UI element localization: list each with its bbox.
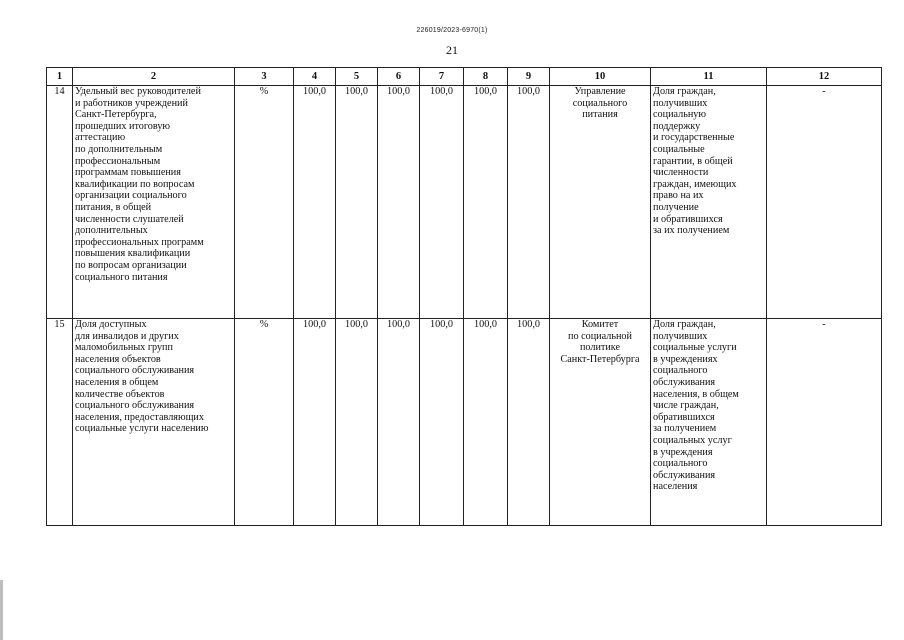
value-cell: 100,0 bbox=[336, 319, 378, 526]
column-header: 9 bbox=[508, 68, 550, 86]
value-cell: 100,0 bbox=[336, 86, 378, 319]
calculation-formula: Доля граждан, получивших социальную поддержку и государственные социальные гарантии, в общей численности граждан, имеющих право на их получение и обратившихся за их получением bbox=[651, 86, 767, 319]
column-header: 7 bbox=[420, 68, 464, 86]
value-cell: 100,0 bbox=[420, 86, 464, 319]
note-cell: - bbox=[767, 319, 882, 526]
unit-of-measure: % bbox=[235, 86, 294, 319]
value-cell: 100,0 bbox=[508, 86, 550, 319]
column-header: 2 bbox=[73, 68, 235, 86]
value-cell: 100,0 bbox=[294, 319, 336, 526]
indicator-name: Удельный вес руководителей и работников учреждений Санкт-Петербурга, прошедших итоговую аттестацию по дополнительным профессиональным программам повышения квалификации по вопросам организации социального питания, в общей численности слушателей дополнительных профессиональных программ повышения квалификации по вопросам организации социального питания bbox=[73, 86, 235, 319]
note-cell: - bbox=[767, 86, 882, 319]
value-cell: 100,0 bbox=[508, 319, 550, 526]
value-cell: 100,0 bbox=[464, 319, 508, 526]
responsible-body: Комитет по социальной политике Санкт-Петербурга bbox=[550, 319, 651, 526]
value-cell: 100,0 bbox=[420, 319, 464, 526]
column-header: 5 bbox=[336, 68, 378, 86]
column-header: 6 bbox=[378, 68, 420, 86]
table-row bbox=[47, 86, 882, 319]
calculation-formula: Доля граждан, получивших социальные услуги в учреждениях социального обслуживания населения, в общем числе граждан, обратившихся за получением социальных услуг в учреждения социального обслуживания населения bbox=[651, 319, 767, 526]
column-header: 10 bbox=[550, 68, 651, 86]
table-row bbox=[47, 319, 882, 526]
scan-edge-mark bbox=[0, 580, 3, 640]
column-header: 8 bbox=[464, 68, 508, 86]
value-cell: 100,0 bbox=[294, 86, 336, 319]
column-header: 11 bbox=[651, 68, 767, 86]
row-number: 14 bbox=[47, 86, 73, 319]
unit-of-measure: % bbox=[235, 319, 294, 526]
page-number: 21 bbox=[446, 43, 458, 57]
row-number: 15 bbox=[47, 319, 73, 526]
value-cell: 100,0 bbox=[378, 86, 420, 319]
value-cell: 100,0 bbox=[378, 319, 420, 526]
responsible-body: Управление социального питания bbox=[550, 86, 651, 319]
table-header-row bbox=[47, 68, 882, 86]
column-header: 12 bbox=[767, 68, 882, 86]
document-registration-number: 226019/2023-6970(1) bbox=[416, 27, 488, 34]
indicator-name: Доля доступных для инвалидов и других маломобильных групп населения объектов социального обслуживания населения в общем количестве объектов социального обслуживания населения, предоставляющих социальные услуги населению bbox=[73, 319, 235, 526]
indicators-table bbox=[46, 67, 882, 526]
value-cell: 100,0 bbox=[464, 86, 508, 319]
column-header: 3 bbox=[235, 68, 294, 86]
column-header: 1 bbox=[47, 68, 73, 86]
column-header: 4 bbox=[294, 68, 336, 86]
